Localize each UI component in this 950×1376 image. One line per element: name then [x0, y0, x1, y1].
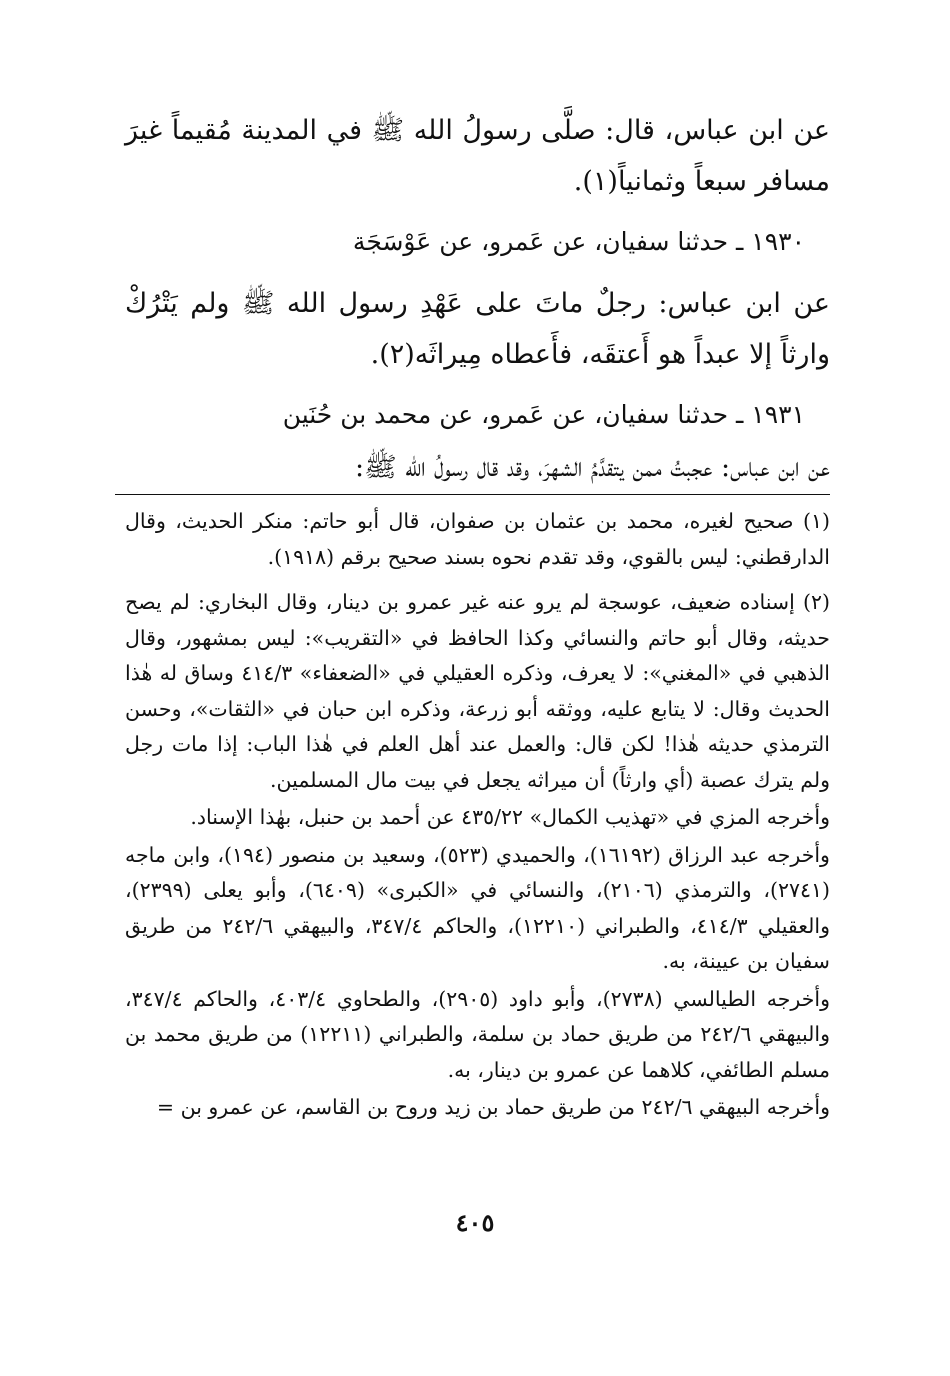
hadith-1931-text: عن ابن عباس: عجبتُ ممن يتقدَّمُ الشهرَ، وقد قال رسولُ الله ﷺ: — [355, 452, 830, 483]
hadith-1931-chain: ١٩٣١ ـ حدثنا سفيان، عن عَمرو، عن محمد بن حُنَين — [282, 400, 805, 429]
page-number: ٤٠٥ — [455, 1208, 495, 1237]
footnote-2: (٢) إسناده ضعيف، عوسجة لم يرو عنه غير عمرو بن دينار، وقال البخاري: لم يصح حديثه، وقال أبو حاتم والنسائي وكذا الحافظ في «التقريب»: ليس بمشهور، وقال الذهبي في «المغني»: لا يعرف، وذكره العقيلي في «الضعفاء» ٤١٤/٣ وساق له هٰذا الحديث وقال: لا يتابع عليه، ووثقه أبو زرعة، وذكره ابن حبان في «الثقات»، وحسن الترمذي حديثه هٰذا! لكن قال: والعمل عند أهل العلم في هٰذا الباب: إذا مات رجل ولم يترك عصبة (أي وارثاً) أن ميراثه يجعل في بيت مال المسلمين. — [125, 590, 831, 792]
footnote-2-takhrij-2: وأخرجه عبد الرزاق (١٦١٩٢)، والحميدي (٥٢٣)، وسعيد بن منصور (١٩٤)، وابن ماجه (٢٧٤١)، والترمذي (٢١٠٦)، والنسائي في «الكبرى» (٦٤٠٩)، وأبو يعلى (٢٣٩٩)، والعقيلي ٤١٤/٣، والطبراني (١٢٢١٠)، والحاكم ٣٤٧/٤، والبيهقي ٢٤٢/٦ من طريق سفيان بن عيينة، به. — [125, 842, 830, 973]
footnote-2-takhrij-3: وأخرجه الطيالسي (٢٧٣٨)، وأبو داود (٢٩٠٥)، والطحاوي ٤٠٣/٤، والحاكم ٣٤٧/٤، والبيهقي ٢٤٢/٦ من طريق حماد بن سلمة، والطبراني (١٢٢١١) من طريق محمد بن مسلم الطائفي، كلاهما عن عمرو بن دينار، به. — [125, 986, 830, 1082]
footnote-separator — [115, 494, 830, 495]
footnote-1: (١) صحيح لغيره، محمد بن عثمان بن صفوان، قال أبو حاتم: منكر الحديث، وقال الدارقطني: ليس بالقوي، وقد تقدم نحوه بسند صحيح برقم (١٩١٨). — [125, 509, 830, 569]
hadith-1929-text: عن ابن عباس، قال: صلَّى رسولُ الله ﷺ في المدينة مُقيماً غيرَ مسافر سبعاً وثمانياً(١). — [125, 115, 830, 197]
footnote-2-takhrij-4: وأخرجه البيهقي ٢٤٢/٦ من طريق حماد بن زيد وروح بن القاسم، عن عمرو بن = — [156, 1095, 830, 1119]
hadith-1930-chain: ١٩٣٠ ـ حدثنا سفيان، عن عَمرو، عن عَوْسَجَة — [352, 227, 805, 256]
footnote-2-takhrij-1: وأخرجه المزي في «تهذيب الكمال» ٤٣٥/٢٢ عن أحمد بن حنبل، بهٰذا الإسناد. — [190, 805, 830, 829]
hadith-1930-text: عن ابن عباس: رجلٌ ماتَ على عَهْدِ رسول الله ﷺ ولم يَتْرُكْ وارثاً إلا عبداً هو أَعتقَه، فأَعطاه مِيراثَه(٢). — [125, 288, 830, 370]
footnotes — [125, 504, 830, 1126]
